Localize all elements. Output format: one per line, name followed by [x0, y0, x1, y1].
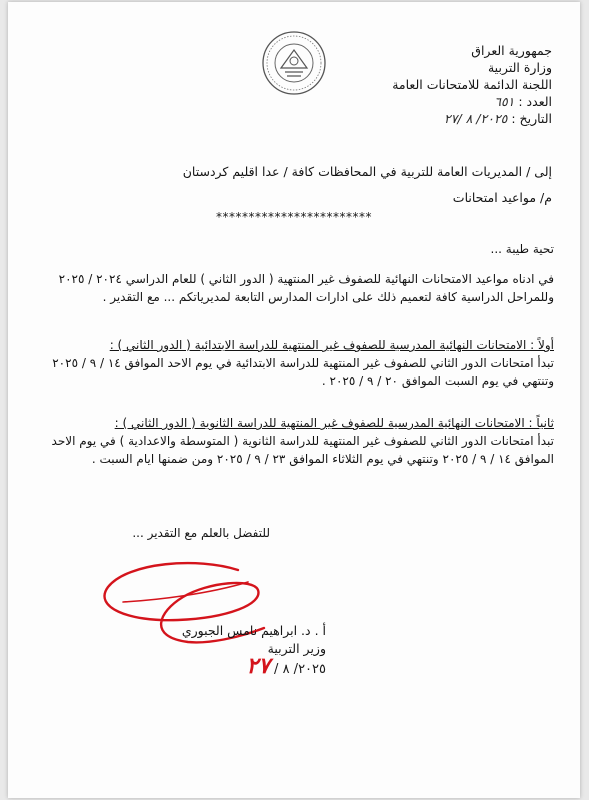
closing-line: للتفضل بالعلم مع التقدير ...: [132, 526, 270, 540]
country-name: جمهورية العراق: [471, 43, 552, 58]
ref-number-value: ٦٥١: [494, 94, 515, 109]
ref-date-label: التاريخ :: [511, 111, 552, 126]
committee-name: اللجنة الدائمة للامتحانات العامة: [392, 77, 552, 92]
ref-date: [352, 110, 552, 127]
ref-number-label: العدد :: [518, 94, 552, 109]
subject-line: م/ مواعيد امتحانات: [452, 190, 552, 205]
section-two-heading: ثانياً : الامتحانات النهائية المدرسية للصفوف غير المنتهية للدراسة الثانوية ( الدور الثاني ) :: [114, 416, 554, 430]
signature-date-handwritten: ٢٧: [246, 654, 271, 679]
recipient-line: إلى / المديريات العامة للتربية في المحافظات كافة / عدا اقليم كردستان: [182, 164, 552, 179]
signature-block: [166, 622, 326, 679]
address-block: [32, 159, 552, 211]
signatory-title: وزير التربية: [267, 641, 326, 656]
intro-paragraph: في ادناه مواعيد الامتحانات النهائية للصفوف غير المنتهية ( الدور الثاني ) للعام الدراسي ٢٠٢٤ / ٢٠٢٥ وللمراحل الدراسية كافة لتعميم ذلك على ادارات المدارس التابعة لمديرياتكم ... مع التقدير .: [58, 272, 554, 304]
section-one-text: تبدأ امتحانات الدور الثاني للصفوف غير المنتهية للدراسة الابتدائية في يوم الاحد الموافق ١٤ / ٩ / ٢٠٢٥ وتنتهي في يوم السبت الموافق ٢٠ / ٩ / ٢٠٢٥ .: [52, 356, 554, 388]
ministry-name: وزارة التربية: [487, 60, 552, 75]
ministry-seal-emblem: [261, 30, 327, 96]
section-one-heading: أولاً : الامتحانات النهائية المدرسية للصفوف غير المنتهية للدراسة الابتدائية ( الدور الثاني ) :: [109, 338, 554, 352]
separator-stars: ************************: [216, 210, 372, 224]
signature-date: [166, 654, 326, 679]
signature-date-printed: ٢٠٢٥/ ٨ /: [274, 662, 326, 677]
signatory-name: أ . د. ابراهيم نامس الجبوري: [181, 623, 326, 638]
ref-number: [352, 93, 552, 110]
document-page: [8, 2, 580, 798]
letterhead: [352, 42, 552, 127]
greeting: تحية طيبة ...: [490, 242, 554, 256]
section-two-text: تبدأ امتحانات الدور الثاني للصفوف غير المنتهية للدراسة الثانوية ( المتوسطة والاعدادية ) في يوم الاحد الموافق ١٤ / ٩ / ٢٠٢٥ وتنتهي في يوم الثلاثاء الموافق ٢٣ / ٩ / ٢٠٢٥ ومن ضمنها ايام السبت .: [51, 434, 554, 466]
ref-date-value: ٢٠٢٥/ ٨ /٢٧: [443, 111, 508, 126]
